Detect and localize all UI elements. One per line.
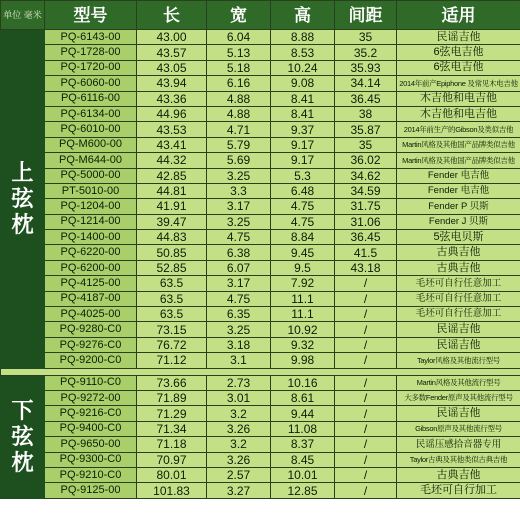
section-label-upper [1,30,45,369]
model-cell: PQ-6134-00 [45,106,137,121]
model-cell: PQ-4025-00 [45,307,137,322]
height-cell: 8.84 [271,230,335,245]
usage-cell: 古典吉他 [397,245,520,260]
table-row [1,467,520,482]
usage-cell: 6弦电吉他 [397,45,520,60]
model-cell: PQ-9400-C0 [45,421,137,436]
unit-header: 单位 毫米 [1,1,45,30]
model-cell: PQ-1204-00 [45,199,137,214]
section-char: 枕 [11,211,34,237]
spacing-cell: / [335,483,397,498]
model-cell: PQ-9200-C0 [45,353,137,368]
width-cell: 4.75 [207,291,271,306]
width-cell: 5.69 [207,153,271,168]
height-cell: 5.3 [271,168,335,183]
section-char: 枕 [11,449,34,475]
height-cell: 11.08 [271,421,335,436]
model-cell: PQ-9210-C0 [45,467,137,482]
model-cell: PQ-1720-00 [45,60,137,75]
height-cell: 9.44 [271,406,335,421]
width-cell: 3.25 [207,168,271,183]
table-row [1,322,520,337]
usage-cell: 毛坯可自行任意加工 [397,276,520,291]
length-cell: 44.96 [137,106,207,121]
table-row [1,199,520,214]
model-cell: PQ-9280-C0 [45,322,137,337]
height-cell: 8.41 [271,106,335,121]
spacing-cell: 41.5 [335,245,397,260]
model-cell: PQ-4125-00 [45,276,137,291]
width-cell: 2.57 [207,467,271,482]
width-cell: 4.88 [207,91,271,106]
table-row [1,183,520,198]
width-cell: 3.25 [207,214,271,229]
table-row [1,122,520,137]
usage-cell: Fender P 贝斯 [397,199,520,214]
table-row [1,276,520,291]
model-cell: PQ-6200-00 [45,260,137,275]
width-cell: 3.27 [207,483,271,498]
model-cell: PQ-M600-00 [45,137,137,152]
length-cell: 63.5 [137,307,207,322]
spacing-cell: 34.14 [335,76,397,91]
table-row [1,45,520,60]
usage-cell: Taylor古典及其他类似古典吉他 [397,452,520,467]
length-cell: 44.81 [137,183,207,198]
width-cell: 3.2 [207,406,271,421]
width-cell: 3.26 [207,452,271,467]
usage-cell: 6弦电吉他 [397,60,520,75]
model-cell: PQ-6143-00 [45,30,137,45]
usage-cell: 民谣吉他 [397,337,520,352]
usage-cell: 民谣吉他 [397,322,520,337]
usage-cell: 木吉他和电吉他 [397,106,520,121]
table-row [1,452,520,467]
width-cell: 5.79 [207,137,271,152]
usage-cell: 民谣吉他 [397,30,520,45]
length-cell: 43.53 [137,122,207,137]
header-row [1,1,520,30]
usage-cell: 毛坯可自行任意加工 [397,307,520,322]
length-cell: 43.41 [137,137,207,152]
usage-cell: Gibson原声及其他流行型号 [397,421,520,436]
length-cell: 63.5 [137,276,207,291]
width-cell: 6.16 [207,76,271,91]
height-cell: 10.01 [271,467,335,482]
spacing-cell: 31.75 [335,199,397,214]
spacing-cell: 34.59 [335,183,397,198]
length-cell: 43.00 [137,30,207,45]
height-cell: 8.41 [271,91,335,106]
model-cell: PQ-6116-00 [45,91,137,106]
height-cell: 10.92 [271,322,335,337]
height-cell: 7.92 [271,276,335,291]
height-cell: 11.1 [271,291,335,306]
length-cell: 44.83 [137,230,207,245]
usage-cell: Fender 电吉他 [397,168,520,183]
usage-cell: 2014年前产Epiphone 及常见木电吉他 [397,76,520,91]
model-cell: PQ-M644-00 [45,153,137,168]
length-cell: 101.83 [137,483,207,498]
width-cell: 4.88 [207,106,271,121]
table-row [1,91,520,106]
model-header: 型号 [45,1,137,30]
height-cell: 10.24 [271,60,335,75]
width-cell: 5.13 [207,45,271,60]
height-cell: 8.45 [271,452,335,467]
table-row [1,353,520,368]
length-cell: 73.66 [137,375,207,390]
model-cell: PQ-4187-00 [45,291,137,306]
table-row [1,483,520,498]
usage-cell: 2014年前生产的Gibson及类似吉他 [397,122,520,137]
length-cell: 76.72 [137,337,207,352]
height-cell: 9.5 [271,260,335,275]
width-cell: 3.3 [207,183,271,198]
usage-cell: 大多数Fender原声及其他流行型号 [397,390,520,405]
table-row [1,337,520,352]
width-cell: 6.07 [207,260,271,275]
width-cell: 3.25 [207,322,271,337]
usage-cell: 民谣压感拾音器专用 [397,437,520,452]
spacing-cell: / [335,337,397,352]
length-cell: 71.18 [137,437,207,452]
model-cell: PQ-9125-00 [45,483,137,498]
spacing-cell: 34.62 [335,168,397,183]
usage-header: 适用 [397,1,520,30]
width-cell: 5.18 [207,60,271,75]
spacing-cell: 38 [335,106,397,121]
length-cell: 44.32 [137,153,207,168]
height-cell: 9.98 [271,353,335,368]
table-row [1,421,520,436]
width-cell: 3.17 [207,199,271,214]
section-char: 下 [11,397,34,423]
usage-cell: Taylor风格及其他流行型号 [397,353,520,368]
width-cell: 4.75 [207,230,271,245]
section-divider [1,368,520,375]
model-cell: PQ-5000-00 [45,168,137,183]
length-cell: 41.91 [137,199,207,214]
spacing-cell: 43.18 [335,260,397,275]
spacing-header: 间距 [335,1,397,30]
width-cell: 3.26 [207,421,271,436]
spacing-cell: / [335,390,397,405]
usage-cell: Martin风格及其他流行型号 [397,375,520,390]
spacing-cell: 35 [335,30,397,45]
height-cell: 8.88 [271,30,335,45]
height-cell: 12.85 [271,483,335,498]
height-cell: 9.17 [271,137,335,152]
usage-cell: 民谣吉他 [397,406,520,421]
width-header: 宽 [207,1,271,30]
spacing-cell: / [335,322,397,337]
height-cell: 6.48 [271,183,335,198]
length-header: 长 [137,1,207,30]
table-row [1,291,520,306]
length-cell: 71.34 [137,421,207,436]
table-row [1,76,520,91]
model-cell: PQ-9272-00 [45,390,137,405]
width-cell: 3.2 [207,437,271,452]
spacing-cell: / [335,437,397,452]
model-cell: PQ-9276-C0 [45,337,137,352]
spacing-cell: / [335,307,397,322]
usage-cell: 毛坯可自行任意加工 [397,291,520,306]
height-cell: 8.37 [271,437,335,452]
section-char: 弦 [11,423,34,449]
width-cell: 3.01 [207,390,271,405]
length-cell: 71.89 [137,390,207,405]
length-cell: 71.12 [137,353,207,368]
model-cell: PQ-6220-00 [45,245,137,260]
length-cell: 43.36 [137,91,207,106]
width-cell: 3.1 [207,353,271,368]
table-row [1,60,520,75]
spacing-cell: / [335,467,397,482]
width-cell: 4.71 [207,122,271,137]
length-cell: 43.57 [137,45,207,60]
usage-cell: Martin风格及其他国产品牌类似吉他 [397,153,520,168]
table-row [1,406,520,421]
height-cell: 8.61 [271,390,335,405]
length-cell: 71.29 [137,406,207,421]
height-cell: 10.16 [271,375,335,390]
height-header: 高 [271,1,335,30]
table-row [1,214,520,229]
table-row [1,245,520,260]
height-cell: 4.75 [271,199,335,214]
table-row [1,260,520,275]
model-cell: PQ-1728-00 [45,45,137,60]
spacing-cell: 36.02 [335,153,397,168]
width-cell: 6.04 [207,30,271,45]
spacing-cell: 35.2 [335,45,397,60]
divider-cell [1,368,520,375]
section-char: 弦 [11,185,34,211]
spacing-cell: / [335,421,397,436]
height-cell: 8.53 [271,45,335,60]
height-cell: 9.32 [271,337,335,352]
spacing-cell: / [335,406,397,421]
width-cell: 6.38 [207,245,271,260]
spacing-cell: / [335,375,397,390]
model-cell: PQ-6060-00 [45,76,137,91]
table-row [1,230,520,245]
spacing-cell: / [335,291,397,306]
height-cell: 11.1 [271,307,335,322]
model-cell: PQ-9300-C0 [45,452,137,467]
model-cell: PQ-6010-00 [45,122,137,137]
usage-cell: 古典吉他 [397,467,520,482]
width-cell: 3.18 [207,337,271,352]
table-row [1,307,520,322]
usage-cell: 古典吉他 [397,260,520,275]
model-cell: PQ-9216-C0 [45,406,137,421]
usage-cell: 毛坯可自行加工 [397,483,520,498]
length-cell: 42.85 [137,168,207,183]
height-cell: 9.17 [271,153,335,168]
length-cell: 80.01 [137,467,207,482]
table-row [1,375,520,390]
spacing-cell: / [335,353,397,368]
height-cell: 4.75 [271,214,335,229]
usage-cell: Martin风格及其他国产品牌类似吉他 [397,137,520,152]
usage-cell: 木吉他和电吉他 [397,91,520,106]
section-label-lower [1,375,45,498]
length-cell: 73.15 [137,322,207,337]
height-cell: 9.37 [271,122,335,137]
length-cell: 39.47 [137,214,207,229]
model-cell: PQ-1400-00 [45,230,137,245]
spacing-cell: 36.45 [335,230,397,245]
length-cell: 50.85 [137,245,207,260]
length-cell: 43.94 [137,76,207,91]
width-cell: 6.35 [207,307,271,322]
usage-cell: 5弦电贝斯 [397,230,520,245]
height-cell: 9.45 [271,245,335,260]
section-char: 上 [11,159,34,185]
spacing-cell: / [335,452,397,467]
spacing-cell: 35.87 [335,122,397,137]
table-row [1,106,520,121]
table-row [1,153,520,168]
usage-cell: Fender J 贝斯 [397,214,520,229]
spacing-cell: 31.06 [335,214,397,229]
model-cell: PQ-1214-00 [45,214,137,229]
spacing-cell: 35 [335,137,397,152]
table-row [1,437,520,452]
width-cell: 3.17 [207,276,271,291]
usage-cell: Fender 电吉他 [397,183,520,198]
width-cell: 2.73 [207,375,271,390]
length-cell: 43.05 [137,60,207,75]
length-cell: 63.5 [137,291,207,306]
spacing-cell: 35.93 [335,60,397,75]
length-cell: 52.85 [137,260,207,275]
spacing-cell: 36.45 [335,91,397,106]
model-cell: PT-5010-00 [45,183,137,198]
table-row [1,390,520,405]
table-row [1,137,520,152]
table-row [1,168,520,183]
height-cell: 9.08 [271,76,335,91]
table-row [1,30,520,45]
spacing-cell: / [335,276,397,291]
model-cell: PQ-9110-C0 [45,375,137,390]
model-cell: PQ-9650-00 [45,437,137,452]
length-cell: 70.97 [137,452,207,467]
